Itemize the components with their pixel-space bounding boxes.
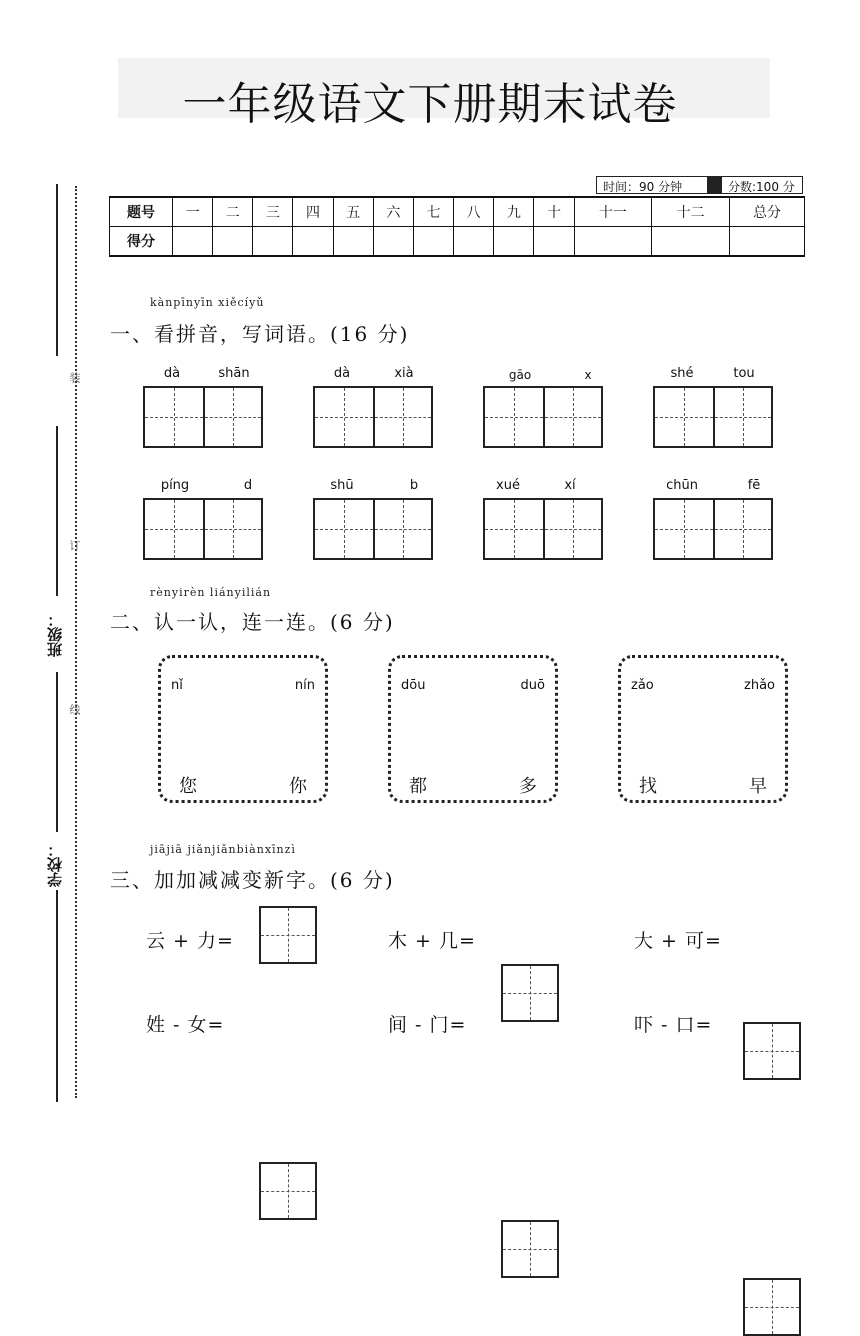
pinyin-label: píng xyxy=(160,478,190,493)
answer-box[interactable] xyxy=(743,1022,801,1080)
answer-box[interactable] xyxy=(259,906,317,964)
binding-rule xyxy=(56,184,58,356)
column-header: 总分 xyxy=(730,197,805,227)
score-cell[interactable] xyxy=(494,227,534,257)
score-cell[interactable] xyxy=(373,227,413,257)
column-header: 二 xyxy=(213,197,253,227)
binding-rule xyxy=(56,672,58,832)
column-header: 六 xyxy=(373,197,413,227)
pinyin-label: gāo xyxy=(508,368,532,382)
writing-grid[interactable] xyxy=(143,498,263,560)
match-pinyin[interactable]: duō xyxy=(520,678,545,693)
writing-grid[interactable] xyxy=(653,498,773,560)
column-header: 八 xyxy=(454,197,494,227)
section2-pinyin: rènyirèn liányilián xyxy=(150,586,272,599)
writing-grid[interactable] xyxy=(313,386,433,448)
equation: 木 + 几= xyxy=(388,930,476,952)
match-box[interactable] xyxy=(388,655,558,803)
binding-dotted-line xyxy=(75,186,77,1098)
pinyin-label: chūn xyxy=(666,478,698,493)
page-title: 一年级语文下册期末试卷 xyxy=(182,79,678,130)
pinyin-label: b xyxy=(409,478,419,493)
score-cell[interactable] xyxy=(574,227,652,257)
column-header: 十 xyxy=(534,197,574,227)
writing-grid[interactable] xyxy=(313,498,433,560)
score-cell[interactable] xyxy=(413,227,453,257)
pinyin-label: d xyxy=(243,478,253,493)
answer-box[interactable] xyxy=(743,1278,801,1336)
pinyin-label: xià xyxy=(394,366,414,381)
pinyin-label: shé xyxy=(670,366,694,381)
section3-heading: 三、加加减减变新字。(6 分) xyxy=(110,868,395,892)
column-header: 一 xyxy=(173,197,213,227)
writing-grid[interactable] xyxy=(653,386,773,448)
writing-grid[interactable] xyxy=(483,498,603,560)
match-character[interactable]: 多 xyxy=(519,776,537,797)
school-label: 学校： xyxy=(46,842,64,887)
section1-pinyin: kànpīnyīn xiěcíyǔ xyxy=(150,296,265,309)
pinyin-label: tou xyxy=(733,366,755,381)
match-character[interactable]: 早 xyxy=(749,776,767,797)
writing-grid[interactable] xyxy=(483,386,603,448)
exam-score: 分数:100 分 xyxy=(722,177,802,193)
binding-mark: 装 xyxy=(68,372,81,383)
score-cell[interactable] xyxy=(213,227,253,257)
pinyin-label: dà xyxy=(163,366,181,381)
match-character[interactable]: 您 xyxy=(179,776,197,797)
pinyin-label: shū xyxy=(330,478,354,493)
match-character[interactable]: 都 xyxy=(409,776,427,797)
column-header: 十二 xyxy=(652,197,730,227)
section2-heading: 二、认一认，连一连。(6 分) xyxy=(110,610,395,634)
exam-time: 时间：90 分钟 xyxy=(597,177,707,193)
equation: 大 + 可= xyxy=(634,930,722,952)
table-row xyxy=(110,227,805,257)
score-cell[interactable] xyxy=(293,227,333,257)
match-character[interactable]: 找 xyxy=(639,776,657,797)
match-box[interactable] xyxy=(158,655,328,803)
match-character[interactable]: 你 xyxy=(289,776,307,797)
binding-mark: 订 xyxy=(68,540,81,551)
table-row xyxy=(110,197,805,227)
score-cell[interactable] xyxy=(454,227,494,257)
match-pinyin[interactable]: nín xyxy=(294,678,315,693)
row-label: 得分 xyxy=(110,227,173,257)
answer-box[interactable] xyxy=(501,1220,559,1278)
match-box[interactable] xyxy=(618,655,788,803)
pinyin-label: shān xyxy=(218,366,250,381)
score-cell[interactable] xyxy=(534,227,574,257)
score-cell[interactable] xyxy=(652,227,730,257)
match-pinyin[interactable]: zhǎo xyxy=(744,678,775,693)
equation: 云 + 力= xyxy=(146,930,234,952)
writing-grid[interactable] xyxy=(143,386,263,448)
score-cell[interactable] xyxy=(333,227,373,257)
pinyin-label: x xyxy=(584,368,592,382)
match-pinyin[interactable]: zǎo xyxy=(631,678,654,693)
answer-box[interactable] xyxy=(259,1162,317,1220)
equation: 吓 - 口= xyxy=(634,1014,713,1036)
match-pinyin[interactable]: nǐ xyxy=(171,678,183,693)
pinyin-label: xué xyxy=(496,478,520,493)
answer-box[interactable] xyxy=(501,964,559,1022)
score-cell[interactable] xyxy=(253,227,293,257)
column-header: 九 xyxy=(494,197,534,227)
section3-pinyin: jiājiā jiǎnjiǎnbiànxīnzì xyxy=(150,843,296,856)
column-header: 五 xyxy=(333,197,373,227)
pinyin-label: fē xyxy=(747,478,761,493)
binding-mark: 线 xyxy=(68,704,81,715)
class-label: 班级： xyxy=(46,612,64,657)
pinyin-label: xí xyxy=(564,478,576,493)
binding-rule xyxy=(56,426,58,596)
column-header: 七 xyxy=(413,197,453,227)
score-cell[interactable] xyxy=(173,227,213,257)
exam-info-bar xyxy=(596,176,803,194)
column-header: 三 xyxy=(253,197,293,227)
score-cell[interactable] xyxy=(730,227,805,257)
score-table xyxy=(109,196,805,257)
match-pinyin[interactable]: dōu xyxy=(401,678,426,693)
row-label: 题号 xyxy=(110,197,173,227)
section1-heading: 一、看拼音，写词语。(16 分) xyxy=(110,322,410,346)
column-header: 十一 xyxy=(574,197,652,227)
binding-rule xyxy=(56,890,58,1102)
pinyin-label: dà xyxy=(333,366,351,381)
column-header: 四 xyxy=(293,197,333,227)
equation: 姓 - 女= xyxy=(146,1014,225,1036)
equation: 间 - 门= xyxy=(388,1014,467,1036)
